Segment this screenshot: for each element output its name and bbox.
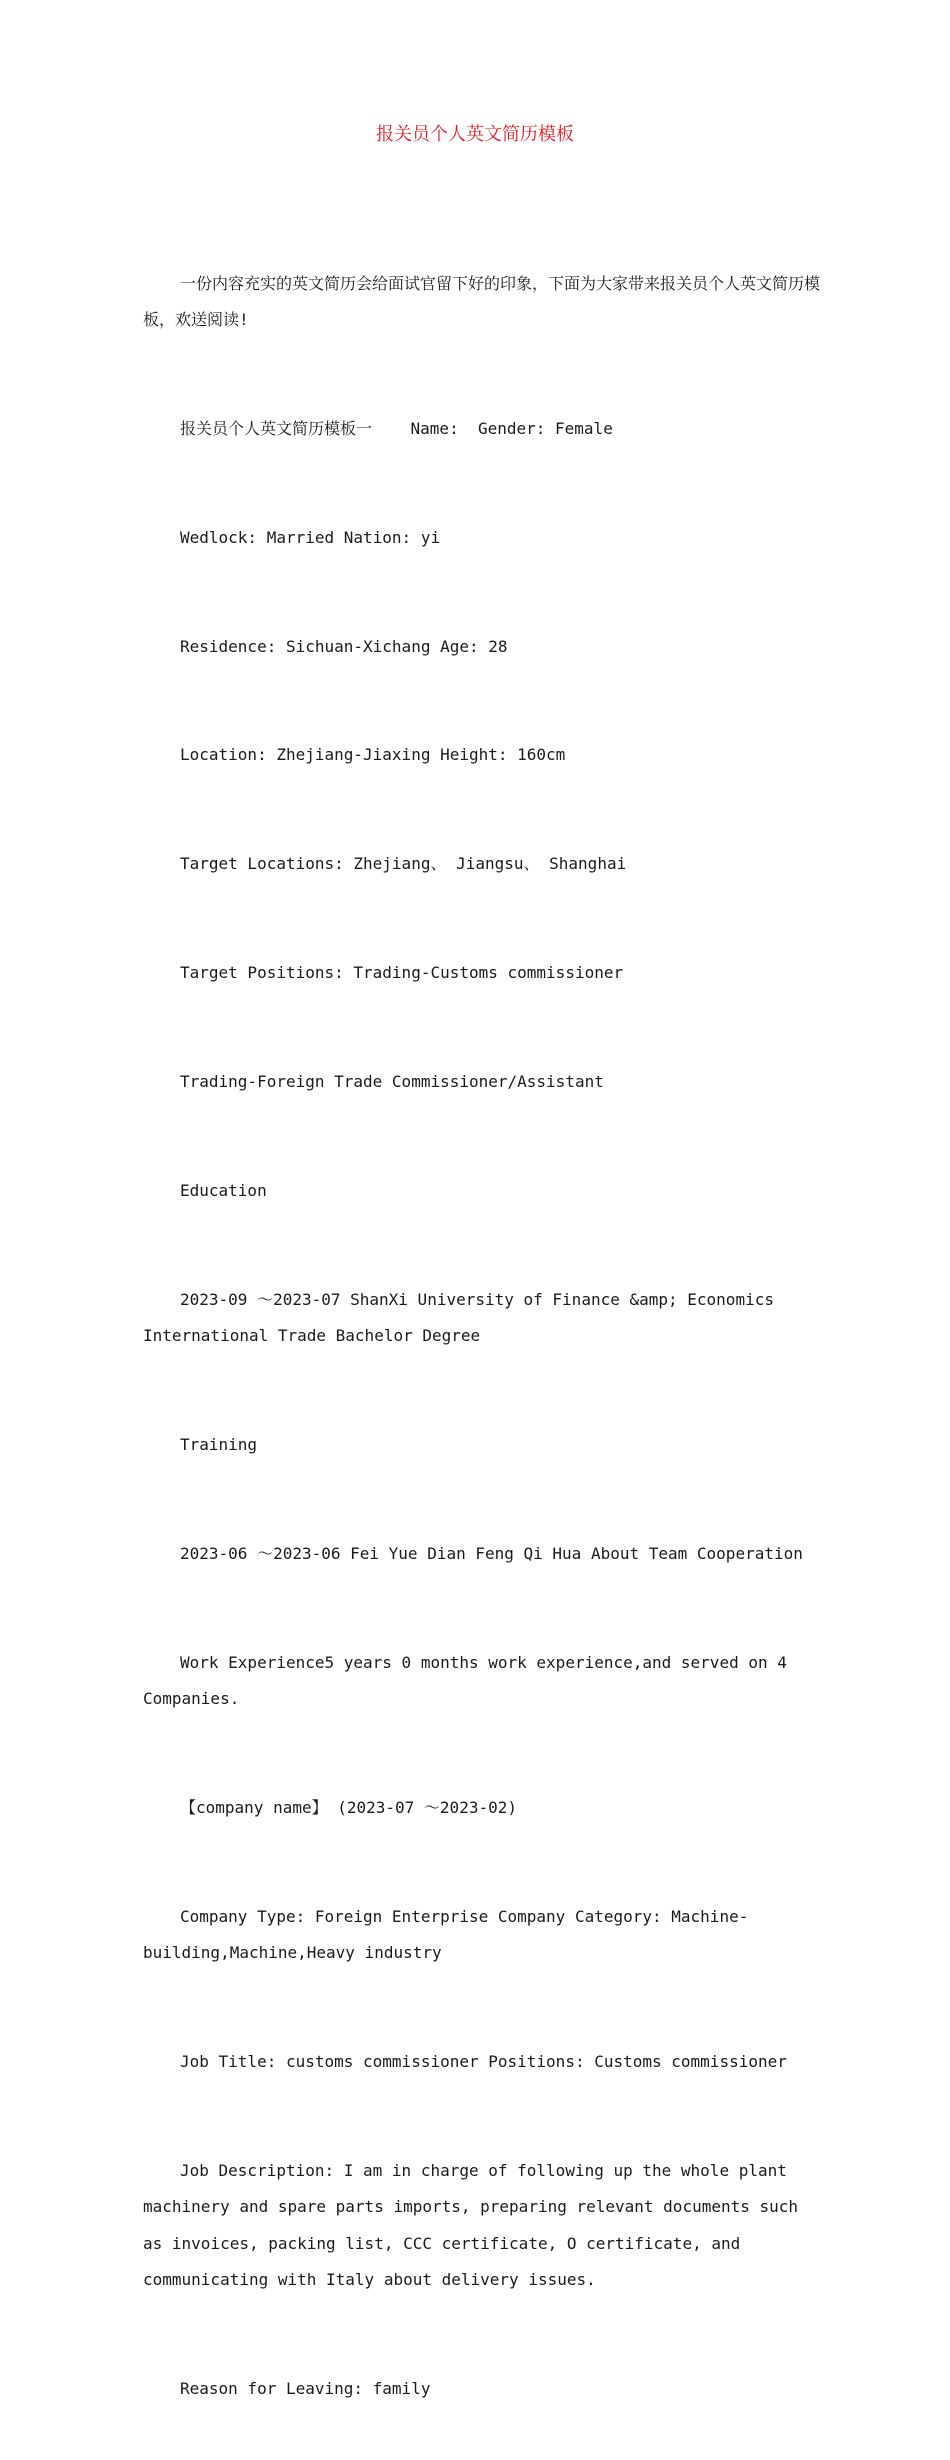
wedlock-nation: Wedlock: Married Nation: yi [180,527,441,547]
residence-age: Residence: Sichuan-Xichang Age: 28 [180,636,508,656]
company-type-category: Company Type: Foreign Enterprise Company Category: Machine-building,Machine,Heavy industry [143,1906,749,1963]
job-description: Job Description: I am in charge of following up the whole plant machinery and spare parts imports, preparing relevant documents such as invoices, packing list, CCC certificate, O certificate, and communicating with Italy about delivery issues. [143,2161,808,2289]
intro-paragraph: 一份内容充实的英文简历会给面试官留下好的印象，下面为大家带来报关员个人英文简历模板，欢送阅读! [143,273,821,329]
reason-for-leaving: Reason for Leaving: family [180,2378,431,2398]
training-entry: 2023-06 ～2023-06 Fei Yue Dian Feng Qi Hua About Team Cooperation [180,1543,803,1563]
document-body [143,193,823,2460]
target-positions: Target Positions: Trading-Customs commissioner [180,963,624,983]
location-height: Location: Zhejiang-Jiaxing Height: 160cm [180,745,566,765]
work-experience-summary: Work Experience5 years 0 months work experience,and served on 4 Companies. [143,1652,797,1709]
job-title-position: Job Title: customs commissioner Positions: Customs commissioner [180,2052,787,2072]
target-positions-continued: Trading-Foreign Trade Commissioner/Assistant [180,1072,604,1092]
template-heading-name-gender: 报关员个人英文简历模板一 Name: Gender: Female [180,418,613,438]
document-title: 报关员个人英文简历模板 [376,124,574,145]
company-name-period: 【company name】 (2023-07 ～2023-02) [180,1798,517,1818]
training-heading: Training [180,1435,258,1455]
education-heading: Education [180,1181,267,1201]
target-locations: Target Locations: Zhejiang、 Jiangsu、 Shanghai [180,854,627,874]
education-entry: 2023-09 ～2023-07 ShanXi University of Finance &amp; Economics International Trade Bachelor Degree [143,1289,784,1346]
